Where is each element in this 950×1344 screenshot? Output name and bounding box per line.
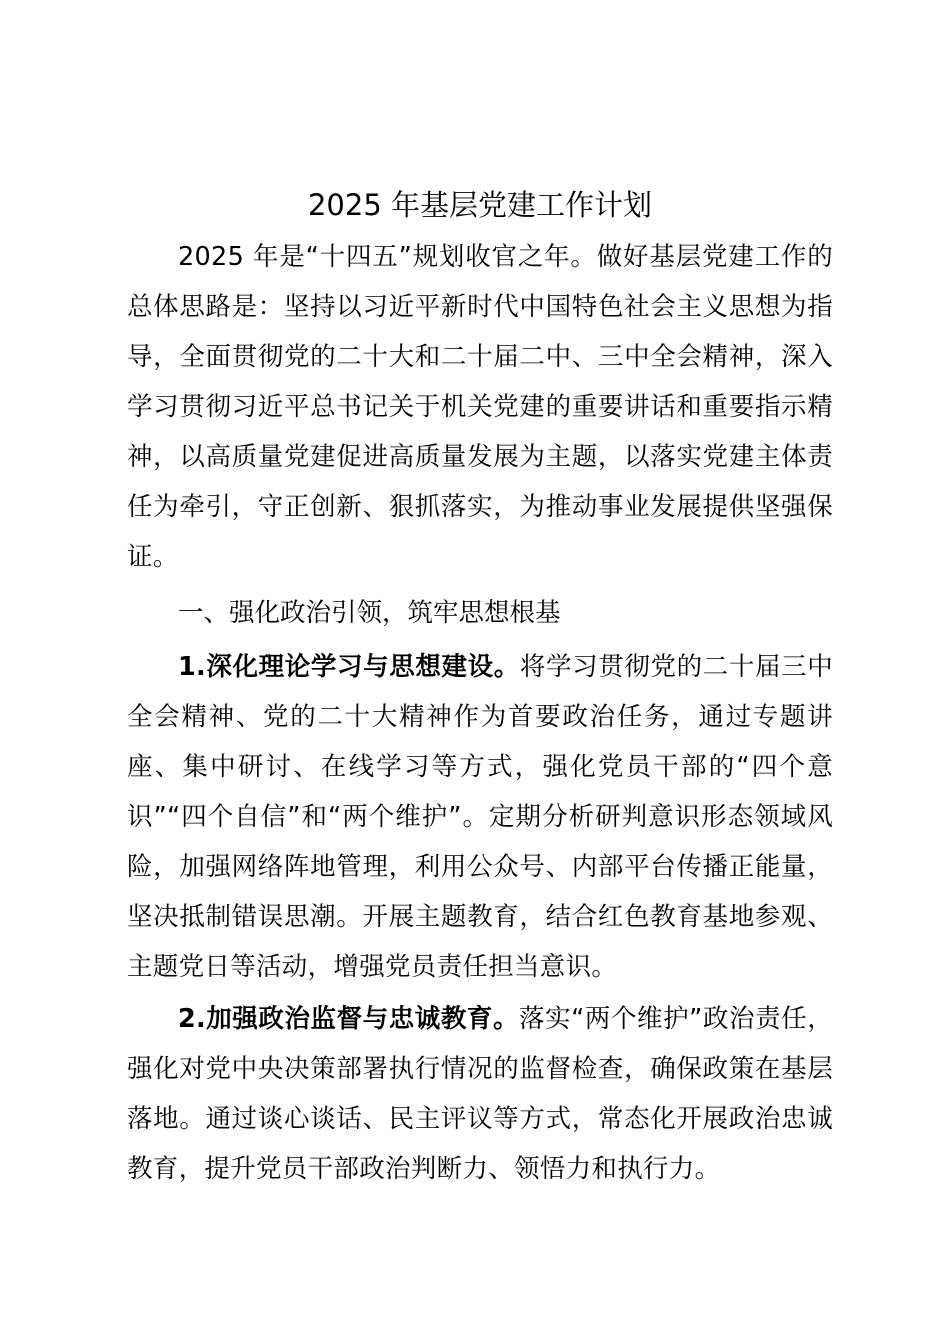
item-1-paragraph [127,642,833,992]
item-2-lead: 2.加强政治监督与忠诚教育。 [178,1004,520,1034]
intro-paragraph: 2025 年是“十四五”规划收官之年。做好基层党建工作的总体思路是：坚持以习近平新时代中国特色社会主义思想为指导，全面贯彻党的二十大和二十届二中、三中全会精神，深入学习贯彻习近平总书记关于机关党建的重要讲话和重要指示精神，以高质量党建促进高质量发展为主题，以落实党建主体责任为牵引，守正创新、狠抓落实，为推动事业发展提供坚强保证。 [127,242,833,572]
document-page [127,182,833,1194]
item-2-body: 落实“两个维护”政治责任，强化对党中央决策部署执行情况的监督检查，确保政策在基层落地。通过谈心谈话、民主评议等方式，常态化开展政治忠诚教育，提升党员干部政治判断力、领悟力和执行力。 [127,1004,833,1184]
document-title: 2025 年基层党建工作计划 [307,188,653,222]
section-heading: 一、强化政治引领，筑牢思想根基 [178,598,561,628]
item-2-paragraph [127,994,833,1194]
item-1-lead: 1.深化理论学习与思想建设。 [178,652,520,682]
item-1-body: 将学习贯彻党的二十届三中全会精神、党的二十大精神作为首要政治任务，通过专题讲座、集中研讨、在线学习等方式，强化党员干部的“四个意识”“四个自信”和“两个维护”。定期分析研判意识形态领域风险，加强网络阵地管理，利用公众号、内部平台传播正能量，坚决抵制错误思潮。开展主题教育，结合红色教育基地参观、主题党日等活动，增强党员责任担当意识。 [127,652,833,982]
